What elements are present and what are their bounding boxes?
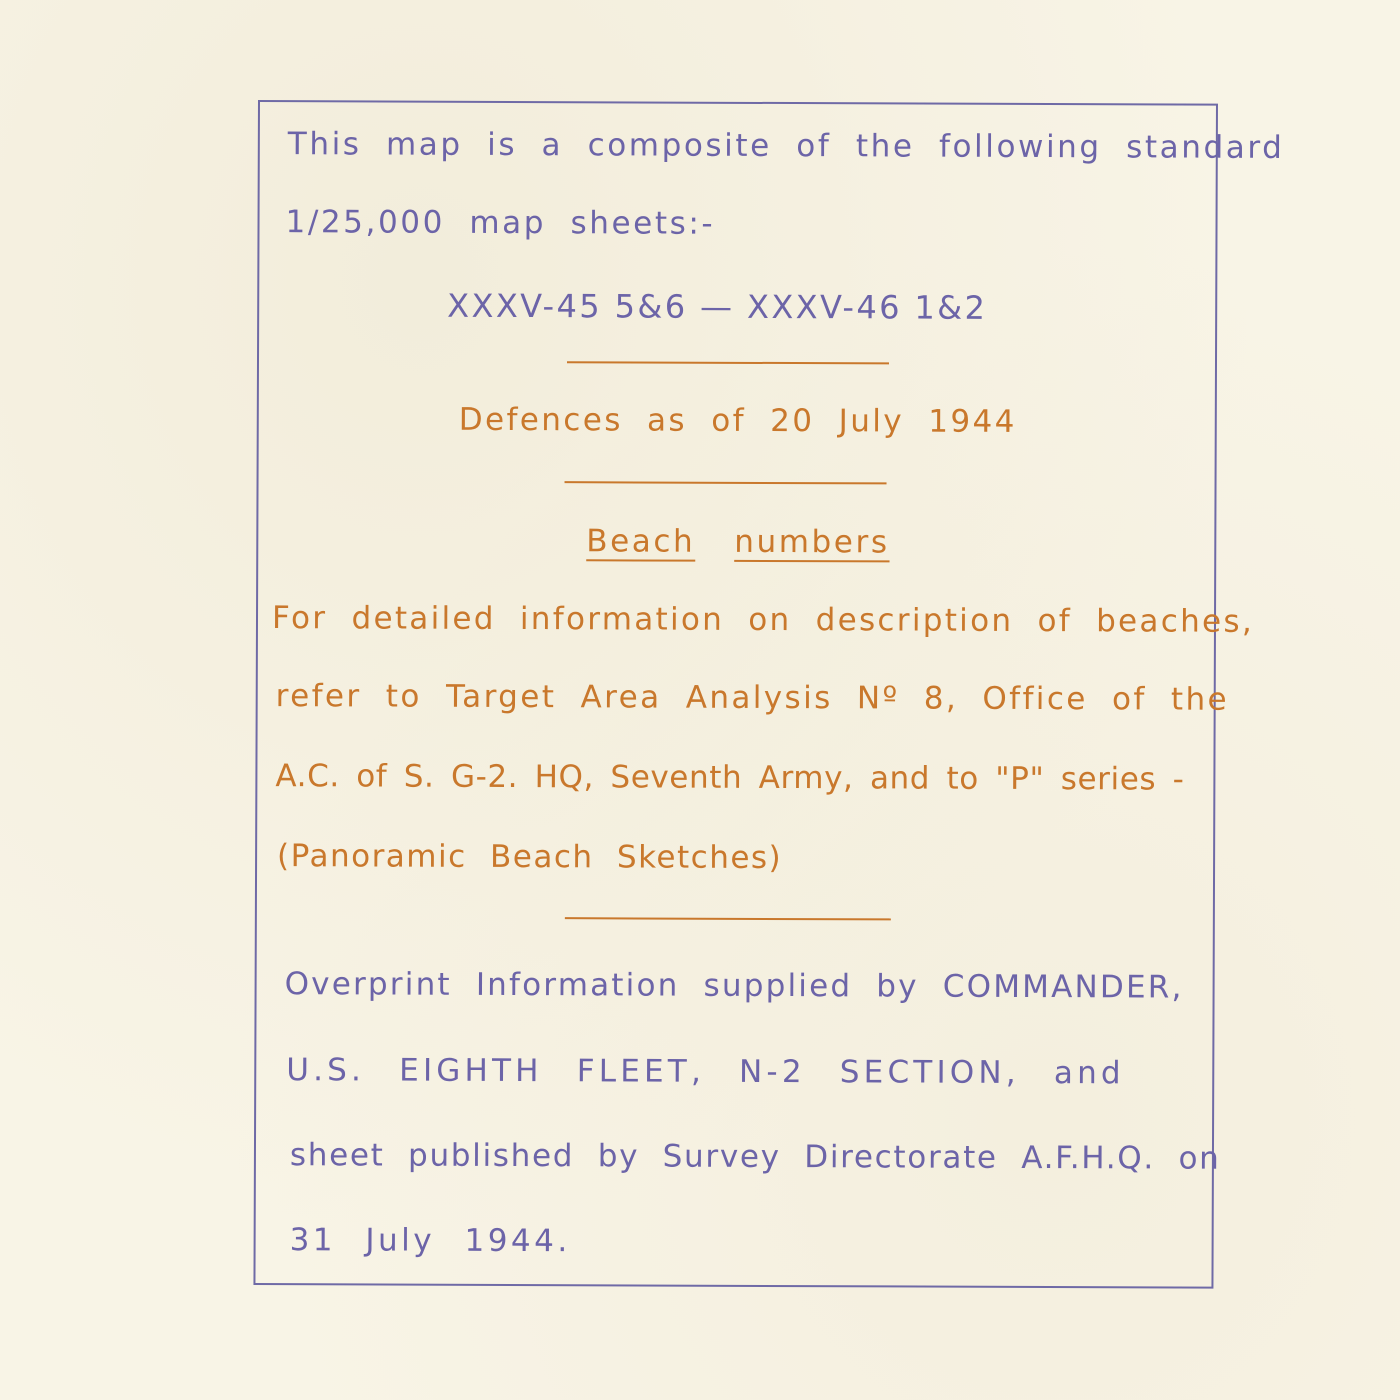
beach-numbers-heading (586, 521, 889, 562)
beach-info-line-3: A.C. of S. G-2. HQ, Seventh Army, and to "P" series - (275, 758, 1185, 798)
overprint-line-2: U.S. EIGHTH FLEET, N-2 SECTION, and (286, 1052, 1125, 1092)
overprint-line-1: Overprint Information supplied by COMMANDER, (284, 966, 1184, 1006)
beach-heading-word-1: Beach (586, 523, 696, 560)
beach-info-line-4: (Panoramic Beach Sketches) (277, 838, 783, 877)
defences-date: Defences as of 20 July 1944 (458, 401, 1017, 440)
map-note-frame (253, 100, 1285, 1289)
overprint-line-4: 31 July 1944. (289, 1222, 571, 1260)
composite-line-2: 1/25,000 map sheets:- (285, 204, 716, 242)
composite-line-1: This map is a composite of the following standard (287, 126, 1285, 166)
beach-info-line-2: refer to Target Area Analysis Nº 8, Office of the (275, 678, 1230, 718)
divider-3 (565, 917, 891, 920)
divider-1 (567, 361, 889, 364)
beach-heading-word-2: numbers (734, 523, 890, 561)
sheet-numbers: XXXV-45 5&6 — XXXV-46 1&2 (447, 286, 988, 327)
overprint-line-3: sheet published by Survey Directorate A.F.H.Q. on (289, 1137, 1221, 1177)
beach-info-line-1: For detailed information on description of beaches, (271, 600, 1255, 640)
divider-2 (565, 481, 887, 484)
